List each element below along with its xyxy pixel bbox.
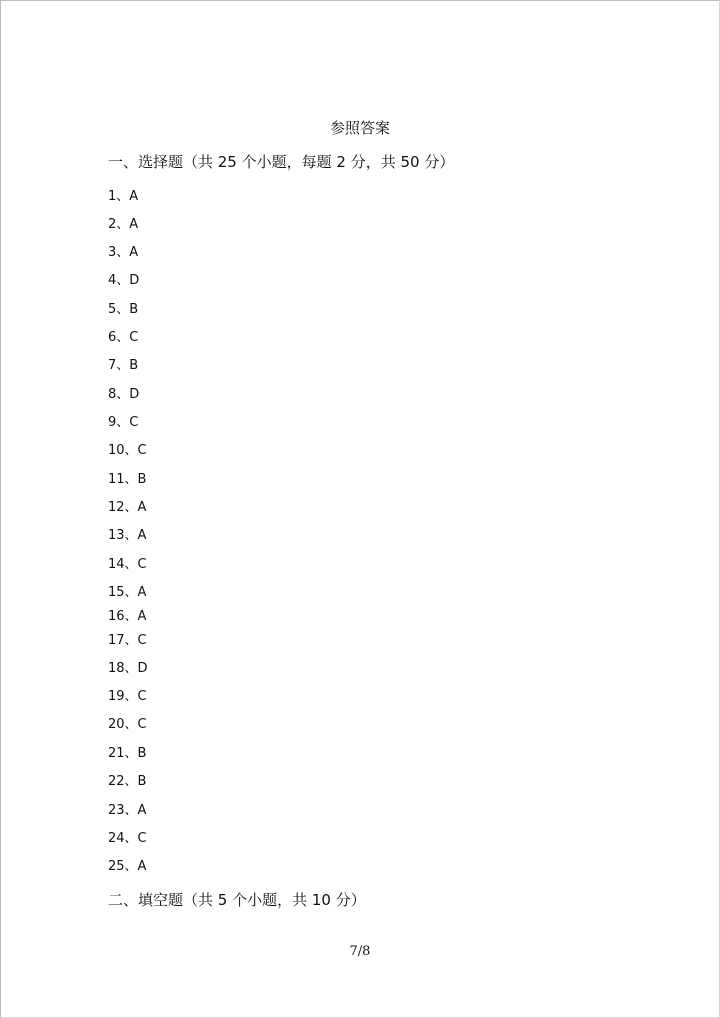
- answer-item: 3、A: [108, 245, 139, 260]
- answer-item: 14、C: [108, 557, 147, 572]
- answer-item: 5、B: [108, 302, 139, 317]
- answer-item: 23、A: [108, 803, 147, 818]
- answer-item: 2、A: [108, 217, 139, 232]
- answer-item: 18、D: [108, 661, 148, 676]
- answer-item: 20、C: [108, 717, 147, 732]
- answer-item: 4、D: [108, 273, 140, 288]
- section-heading-fill-in-blank: 二、填空题（共 5 个小题，共 10 分）: [108, 891, 366, 909]
- page-number: 7/8: [349, 944, 371, 959]
- answer-item: 10、C: [108, 443, 147, 458]
- page-title: 参照答案: [329, 119, 390, 137]
- answer-item: 12、A: [108, 500, 147, 515]
- answer-item: 17、C: [108, 633, 147, 648]
- answer-item: 1、A: [108, 189, 139, 204]
- answer-item: 19、C: [108, 689, 147, 704]
- answer-item: 21、B: [108, 746, 147, 761]
- answer-item: 25、A: [108, 859, 147, 874]
- answer-list: [108, 0, 308, 1018]
- answer-item: 7、B: [108, 358, 139, 373]
- section-heading-multiple-choice: 一、选择题（共 25 个小题，每题 2 分，共 50 分）: [108, 153, 455, 171]
- answer-item: 24、C: [108, 831, 147, 846]
- answer-item: 8、D: [108, 387, 140, 402]
- answer-item: 11、B: [108, 472, 147, 487]
- answer-item: 15、A: [108, 585, 147, 600]
- answer-item: 16、A: [108, 609, 147, 624]
- answer-item: 22、B: [108, 774, 147, 789]
- answer-item: 9、C: [108, 415, 139, 430]
- answer-item: 13、A: [108, 528, 147, 543]
- answer-item: 6、C: [108, 330, 139, 345]
